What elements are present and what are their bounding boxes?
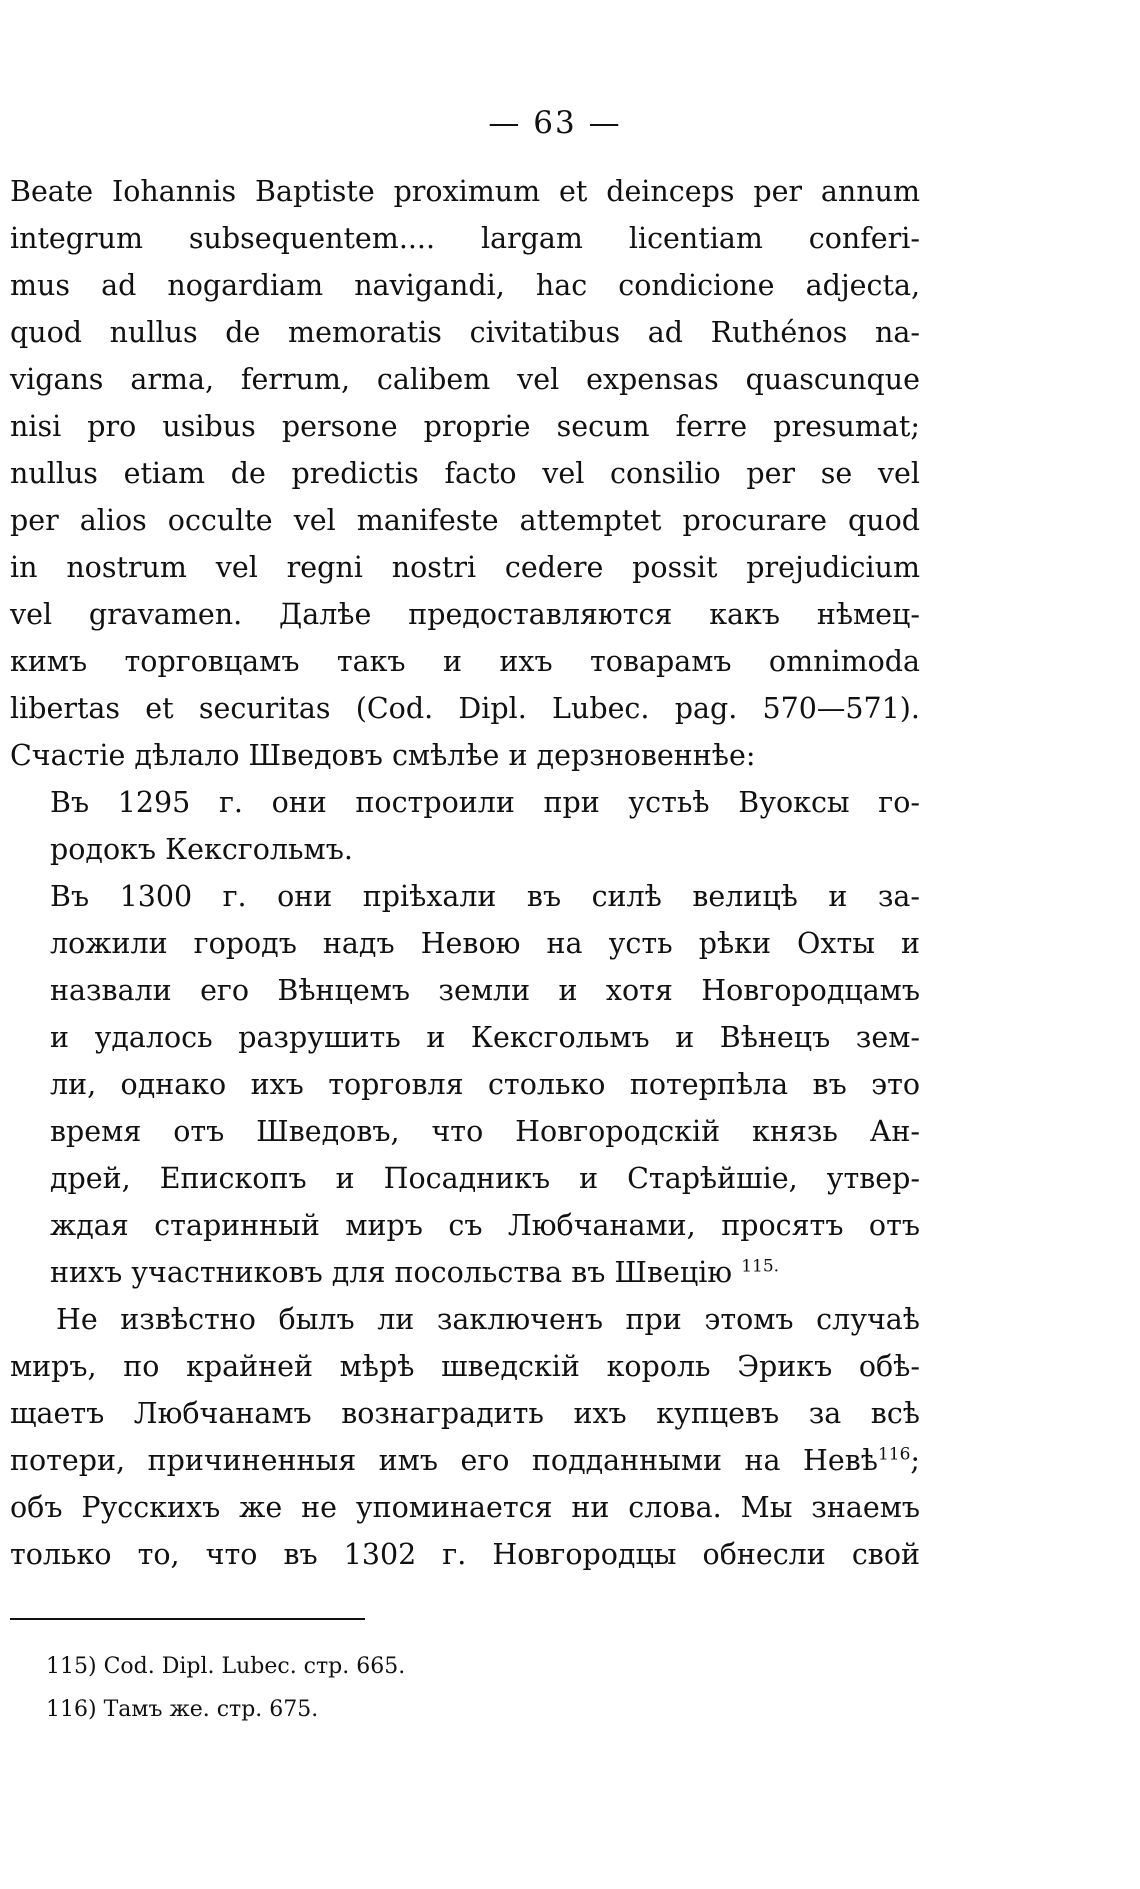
text-line: nisi pro usibus persone proprie secum ferre presumat; xyxy=(10,410,920,443)
text-line: щаетъ Любчанамъ вознаградить ихъ купцевъ за всѣ xyxy=(10,1397,920,1430)
text-line: ждая старинный миръ съ Любчанами, просятъ отъ xyxy=(50,1209,920,1242)
footnote-115: 115) Cod. Dipl. Lubec. стр. 665. xyxy=(46,1654,406,1679)
text-line: quod nullus de memoratis civitatibus ad Ruthénos na- xyxy=(10,316,920,349)
text-line: Не извѣстно былъ ли заключенъ при этомъ случаѣ xyxy=(56,1303,920,1336)
footnote-ref-116: 116 xyxy=(877,1444,911,1465)
text-line: Счастіе дѣлало Шведовъ смѣлѣе и дерзновеннѣе: xyxy=(10,739,756,772)
text-line: кимъ торговцамъ такъ и ихъ товарамъ omnimoda xyxy=(10,645,920,678)
text-line: Въ 1300 г. они пріѣхали въ силѣ велицѣ и за- xyxy=(50,880,920,913)
page-number: — 63 — xyxy=(488,105,622,141)
text-line-tail: ; xyxy=(910,1444,920,1477)
text-line: Въ 1295 г. они построили при устьѣ Вуоксы го- xyxy=(50,786,920,819)
text-line: in nostrum vel regni nostri cedere possit prejudicium xyxy=(10,551,920,584)
text-line: ложили городъ надъ Невою на усть рѣки Охты и xyxy=(50,927,920,960)
text-line: mus ad nogardiam navigandi, hac condicione adjecta, xyxy=(10,269,920,302)
text-line: ли, однако ихъ торговля столько потерпѣла въ это xyxy=(50,1068,920,1101)
text-line: дрей, Епископъ и Посадникъ и Старѣйшіе, утвер- xyxy=(50,1162,920,1195)
text-line: время отъ Шведовъ, что Новгородскій князь Ан- xyxy=(50,1115,920,1148)
body-text xyxy=(10,168,920,1578)
text-line: объ Русскихъ же не упоминается ни слова. Мы знаемъ xyxy=(10,1491,920,1524)
footnote-ref-115: 115. xyxy=(741,1256,780,1277)
text-line: и удалось разрушить и Кексгольмъ и Вѣнецъ зем- xyxy=(50,1021,920,1054)
text-line-content: потери, причиненныя имъ его подданными на Невѣ xyxy=(10,1444,878,1477)
footnotes xyxy=(46,1645,405,1731)
text-line xyxy=(10,1437,920,1484)
text-line-content: нихъ участниковъ для посольства въ Швецію xyxy=(50,1256,733,1289)
text-line: libertas et securitas (Cod. Dipl. Lubec. pag. 570—571). xyxy=(10,692,920,725)
text-line: миръ, по крайней мѣрѣ шведскій король Эрикъ обѣ- xyxy=(10,1350,920,1383)
footnote-divider xyxy=(10,1618,365,1620)
footnote-116: 116) Тамъ же. стр. 675. xyxy=(46,1697,319,1722)
text-line: nullus etiam de predictis facto vel consilio per se vel xyxy=(10,457,920,490)
text-line: назвали его Вѣнцемъ земли и хотя Новгородцамъ xyxy=(50,974,920,1007)
text-line: vigans arma, ferrum, calibem vel expensas quascunque xyxy=(10,363,920,396)
text-line: vel gravamen. Далѣе предоставляются какъ нѣмец- xyxy=(10,598,920,631)
text-line xyxy=(10,1249,920,1296)
text-line: Beate Iohannis Baptiste proximum et deinceps per annum xyxy=(10,175,920,208)
text-line: только то, что въ 1302 г. Новгородцы обнесли свой xyxy=(10,1538,920,1571)
text-line: per alios occulte vel manifeste attemptet procurare quod xyxy=(10,504,920,537)
text-line: integrum subsequentem.... largam licentiam conferi- xyxy=(10,222,920,255)
text-line: родокъ Кексгольмъ. xyxy=(50,833,353,866)
